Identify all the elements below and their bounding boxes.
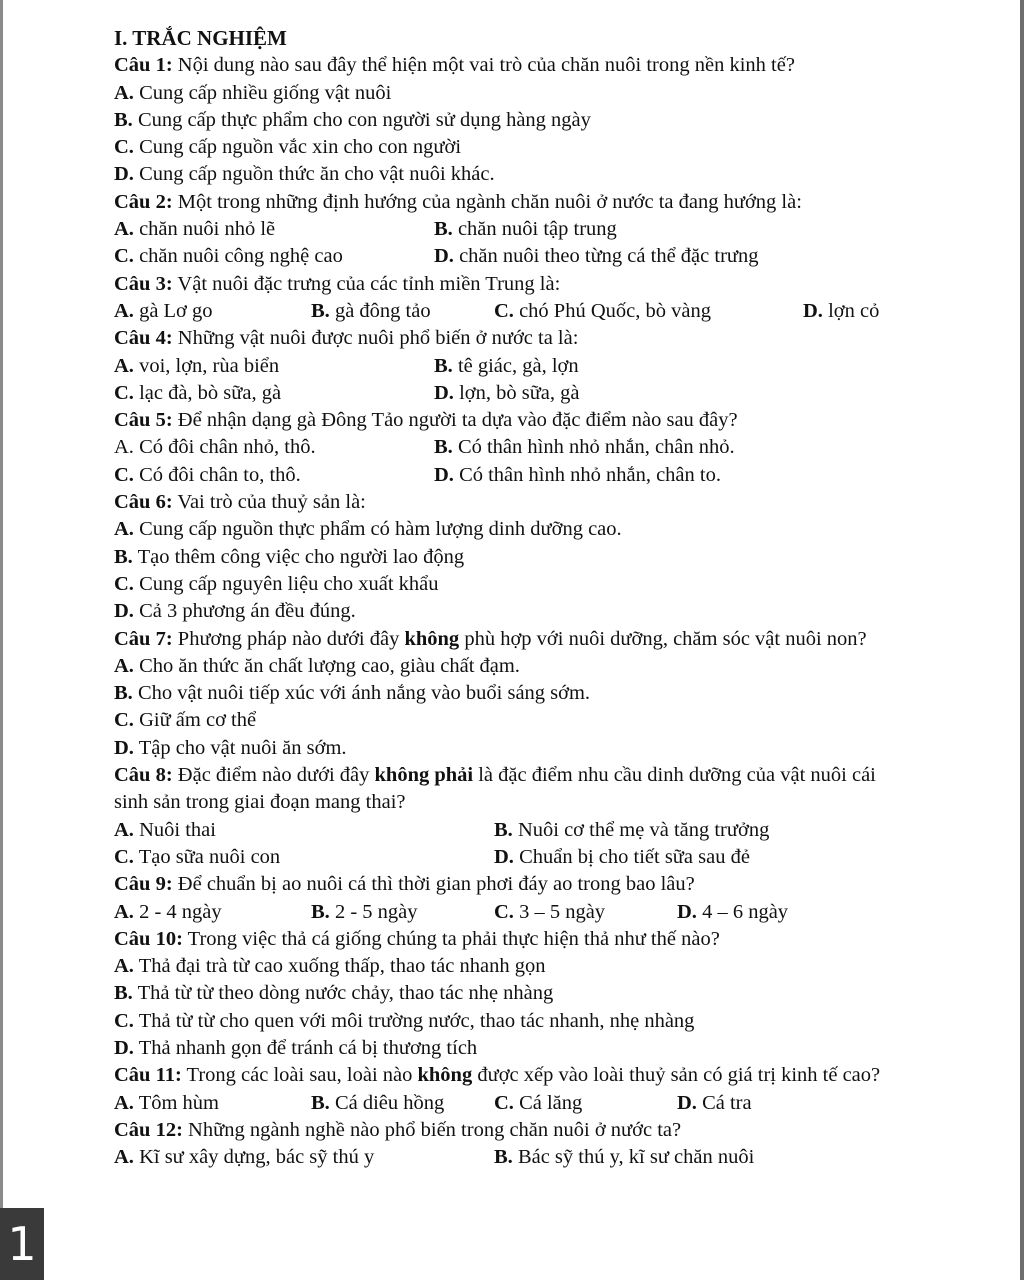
- option-1a: [114, 80, 974, 107]
- option-10a: [114, 953, 974, 980]
- option-key: B.: [311, 1091, 330, 1114]
- option-key: A.: [114, 818, 134, 841]
- option-key: B.: [311, 900, 330, 923]
- option-11d: [677, 1090, 974, 1117]
- question-text: phù hợp với nuôi dưỡng, chăm sóc vật nuôi non?: [459, 627, 867, 650]
- option-key: B.: [434, 354, 453, 377]
- options-row: [114, 462, 974, 489]
- option-text: lợn cỏ: [822, 299, 880, 322]
- option-3b: [311, 298, 494, 325]
- section-title: I. TRẮC NGHIỆM: [114, 26, 287, 50]
- option-4d: [434, 380, 974, 407]
- option-text: 4 – 6 ngày: [696, 900, 789, 923]
- option-text: Cá diêu hồng: [329, 1091, 445, 1114]
- question-label: Câu 3:: [114, 272, 173, 295]
- option-10d: [114, 1035, 974, 1062]
- option-text: Có thân hình nhỏ nhắn, chân to.: [453, 463, 721, 486]
- question-2: [114, 189, 974, 216]
- option-key: C.: [494, 1091, 514, 1114]
- option-text: Cá tra: [696, 1091, 752, 1114]
- option-5a: [114, 434, 434, 461]
- option-key: C.: [114, 463, 134, 486]
- question-text: Trong các loài sau, loài nào: [181, 1064, 418, 1087]
- option-text: Cho vật nuôi tiếp xúc với ánh nắng vào buổi sáng sớm.: [132, 682, 591, 705]
- option-text: voi, lợn, rùa biển: [133, 354, 280, 377]
- page-number-badge: 1: [0, 1208, 44, 1280]
- option-key: A.: [114, 436, 134, 459]
- option-key: C.: [114, 245, 134, 268]
- option-4c: [114, 380, 434, 407]
- scan-left-edge: [0, 0, 3, 1280]
- option-key: C.: [114, 136, 134, 159]
- option-key: C.: [114, 381, 134, 404]
- question-label: Câu 4:: [114, 327, 173, 350]
- option-key: C.: [114, 709, 134, 732]
- question-text: Trong việc thả cá giống chúng ta phải thực hiện thả như thế nào?: [182, 927, 720, 950]
- option-key: B.: [434, 218, 453, 241]
- question-12: [114, 1117, 974, 1144]
- option-key: D.: [677, 900, 697, 923]
- option-text: Cung cấp nguồn thức ăn cho vật nuôi khác.: [133, 163, 495, 186]
- options-row: [114, 380, 974, 407]
- question-text: Những ngành nghề nào phổ biến trong chăn nuôi ở nước ta?: [182, 1118, 682, 1141]
- question-11: [114, 1062, 974, 1089]
- option-key: C.: [114, 572, 134, 595]
- option-10c: [114, 1008, 974, 1035]
- options-row: [114, 817, 974, 844]
- question-10: [114, 926, 974, 953]
- option-key: A.: [114, 955, 134, 978]
- option-6d: [114, 598, 974, 625]
- option-3c: [494, 298, 803, 325]
- question-label: Câu 10:: [114, 927, 183, 950]
- question-emphasis: không phải: [374, 764, 474, 787]
- option-7a: [114, 653, 974, 680]
- options-row: [114, 844, 974, 871]
- options-row: [114, 298, 974, 325]
- option-7d: [114, 735, 974, 762]
- question-emphasis: không: [417, 1064, 473, 1087]
- option-text: Cung cấp nguồn vắc xin cho con người: [133, 136, 462, 159]
- option-2c: [114, 243, 434, 270]
- option-8a: [114, 817, 494, 844]
- option-11b: [311, 1090, 494, 1117]
- option-key: B.: [494, 1146, 513, 1169]
- option-key: A.: [114, 1091, 134, 1114]
- question-label: Câu 9:: [114, 873, 173, 896]
- option-2b: [434, 216, 974, 243]
- option-text: gà Lơ go: [133, 299, 213, 322]
- options-row: [114, 1090, 974, 1117]
- option-key: B.: [114, 545, 133, 568]
- question-4: [114, 325, 974, 352]
- option-text: Có đôi chân nhỏ, thô.: [133, 436, 316, 459]
- option-text: 3 – 5 ngày: [513, 900, 606, 923]
- question-text: Để chuẩn bị ao nuôi cá thì thời gian phơi đáy ao trong bao lâu?: [172, 873, 695, 896]
- options-row: [114, 216, 974, 243]
- question-text: Để nhận dạng gà Đông Tảo người ta dựa vào đặc điểm nào sau đây?: [172, 409, 738, 432]
- option-2d: [434, 243, 974, 270]
- option-text: 2 - 5 ngày: [329, 900, 418, 923]
- option-text: Nuôi thai: [133, 818, 216, 841]
- question-text: Một trong những định hướng của ngành chăn nuôi ở nước ta đang hướng là:: [172, 190, 802, 213]
- option-key: B.: [494, 818, 513, 841]
- question-8: [114, 762, 974, 789]
- question-7: [114, 626, 974, 653]
- option-4a: [114, 353, 434, 380]
- option-text: lạc đà, bò sữa, gà: [133, 381, 282, 404]
- option-text: Nuôi cơ thể mẹ và tăng trưởng: [512, 818, 770, 841]
- option-text: Cung cấp nguồn thực phẩm có hàm lượng dinh dưỡng cao.: [133, 518, 622, 541]
- option-key: D.: [434, 381, 454, 404]
- option-text: chó Phú Quốc, bò vàng: [513, 299, 711, 322]
- option-6c: [114, 571, 974, 598]
- option-5b: [434, 434, 974, 461]
- option-7b: [114, 680, 974, 707]
- question-text: Vật nuôi đặc trưng của các tỉnh miền Trung là:: [172, 272, 561, 295]
- exam-page: [114, 25, 974, 1171]
- option-11a: [114, 1090, 311, 1117]
- option-6a: [114, 516, 974, 543]
- option-8d: [494, 844, 974, 871]
- option-text: Cả 3 phương án đều đúng.: [133, 600, 356, 623]
- question-text: là đặc điểm nhu cầu dinh dưỡng của vật nuôi cái: [473, 764, 876, 787]
- option-text: lợn, bò sữa, gà: [453, 381, 580, 404]
- question-label: Câu 12:: [114, 1118, 183, 1141]
- option-text: Thả từ từ theo dòng nước chảy, thao tác nhẹ nhàng: [132, 982, 554, 1005]
- question-label: Câu 5:: [114, 409, 173, 432]
- options-row: [114, 434, 974, 461]
- option-text: Thả đại trà từ cao xuống thấp, thao tác nhanh gọn: [133, 955, 546, 978]
- question-label: Câu 7:: [114, 627, 173, 650]
- question-text: Phương pháp nào dưới đây: [172, 627, 405, 650]
- option-text: Có thân hình nhỏ nhắn, chân nhỏ.: [452, 436, 735, 459]
- option-text: Tạo thêm công việc cho người lao động: [132, 545, 465, 568]
- option-key: D.: [114, 163, 134, 186]
- option-key: D.: [434, 245, 454, 268]
- option-2a: [114, 216, 434, 243]
- option-5c: [114, 462, 434, 489]
- option-key: B.: [311, 299, 330, 322]
- question-label: Câu 8:: [114, 764, 173, 787]
- option-key: C.: [494, 900, 514, 923]
- option-key: D.: [494, 845, 514, 868]
- option-text: chăn nuôi nhỏ lẽ: [133, 218, 276, 241]
- option-text: Thả nhanh gọn để tránh cá bị thương tích: [133, 1036, 478, 1059]
- option-11c: [494, 1090, 677, 1117]
- option-7c: [114, 707, 974, 734]
- question-text: Vai trò của thuỷ sản là:: [172, 491, 366, 514]
- option-key: A.: [114, 1146, 134, 1169]
- option-key: A.: [114, 81, 134, 104]
- option-12a: [114, 1144, 494, 1171]
- option-text: Cung cấp nhiều giống vật nuôi: [133, 81, 392, 104]
- option-text: Cung cấp thực phẩm cho con người sử dụng hàng ngày: [132, 108, 591, 131]
- option-3a: [114, 298, 311, 325]
- option-key: A.: [114, 299, 134, 322]
- option-8b: [494, 817, 974, 844]
- options-row: [114, 353, 974, 380]
- option-key: D.: [114, 736, 134, 759]
- question-text: được xếp vào loài thuỷ sản có giá trị kinh tế cao?: [472, 1064, 881, 1087]
- option-key: B.: [434, 436, 453, 459]
- option-text: Có đôi chân to, thô.: [133, 463, 301, 486]
- question-5: [114, 407, 974, 434]
- question-emphasis: không: [404, 627, 460, 650]
- question-3: [114, 271, 974, 298]
- option-6b: [114, 544, 974, 571]
- option-key: C.: [494, 299, 514, 322]
- option-key: B.: [114, 982, 133, 1005]
- option-key: A.: [114, 218, 134, 241]
- question-8-continued: sinh sản trong giai đoạn mang thai?: [114, 791, 406, 814]
- option-10b: [114, 980, 974, 1007]
- option-key: C.: [114, 845, 134, 868]
- question-text: Đặc điểm nào dưới đây: [172, 764, 375, 787]
- option-text: 2 - 4 ngày: [133, 900, 222, 923]
- option-text: Tôm hùm: [133, 1091, 219, 1114]
- option-text: Giữ ấm cơ thể: [133, 709, 257, 732]
- option-9c: [494, 899, 677, 926]
- option-key: B.: [114, 108, 133, 131]
- option-12b: [494, 1144, 974, 1171]
- option-text: Chuẩn bị cho tiết sữa sau đẻ: [513, 845, 750, 868]
- option-4b: [434, 353, 974, 380]
- option-key: D.: [677, 1091, 697, 1114]
- question-label: Câu 1:: [114, 54, 173, 77]
- question-text: Nội dung nào sau đây thể hiện một vai trò của chăn nuôi trong nền kinh tế?: [172, 54, 795, 77]
- question-label: Câu 6:: [114, 491, 173, 514]
- option-text: Cho ăn thức ăn chất lượng cao, giàu chất đạm.: [133, 654, 520, 677]
- option-key: A.: [114, 900, 134, 923]
- question-text: Những vật nuôi được nuôi phổ biến ở nước ta là:: [172, 327, 579, 350]
- option-8c: [114, 844, 494, 871]
- question-label: Câu 2:: [114, 190, 173, 213]
- option-1c: [114, 134, 974, 161]
- question-9: [114, 871, 974, 898]
- option-9a: [114, 899, 311, 926]
- option-text: Kĩ sư xây dựng, bác sỹ thú y: [133, 1146, 375, 1169]
- options-row: [114, 899, 974, 926]
- option-key: A.: [114, 518, 134, 541]
- option-text: gà đông tảo: [329, 299, 431, 322]
- option-1d: [114, 161, 974, 188]
- option-key: C.: [114, 1009, 134, 1032]
- option-text: chăn nuôi tập trung: [452, 218, 617, 241]
- option-1b: [114, 107, 974, 134]
- options-row: [114, 243, 974, 270]
- option-text: tê giác, gà, lợn: [452, 354, 579, 377]
- option-text: Cung cấp nguyên liệu cho xuất khẩu: [133, 572, 439, 595]
- option-9b: [311, 899, 494, 926]
- question-6: [114, 489, 974, 516]
- option-text: Tạo sữa nuôi con: [133, 845, 281, 868]
- option-text: Tập cho vật nuôi ăn sớm.: [133, 736, 347, 759]
- scan-right-edge: [1020, 0, 1024, 1280]
- option-text: chăn nuôi theo từng cá thể đặc trưng: [453, 245, 759, 268]
- option-key: D.: [114, 1036, 134, 1059]
- option-key: D.: [803, 299, 823, 322]
- option-key: D.: [114, 600, 134, 623]
- option-text: Bác sỹ thú y, kĩ sư chăn nuôi: [512, 1146, 755, 1169]
- option-9d: [677, 899, 974, 926]
- option-3d: [803, 298, 974, 325]
- option-key: D.: [434, 463, 454, 486]
- option-text: Cá lăng: [513, 1091, 583, 1114]
- option-5d: [434, 462, 974, 489]
- option-key: A.: [114, 354, 134, 377]
- options-row: [114, 1144, 974, 1171]
- question-1: [114, 52, 974, 79]
- option-key: B.: [114, 682, 133, 705]
- option-key: A.: [114, 654, 134, 677]
- question-label: Câu 11:: [114, 1064, 182, 1087]
- option-text: chăn nuôi công nghệ cao: [133, 245, 343, 268]
- option-text: Thả từ từ cho quen với môi trường nước, thao tác nhanh, nhẹ nhàng: [133, 1009, 695, 1032]
